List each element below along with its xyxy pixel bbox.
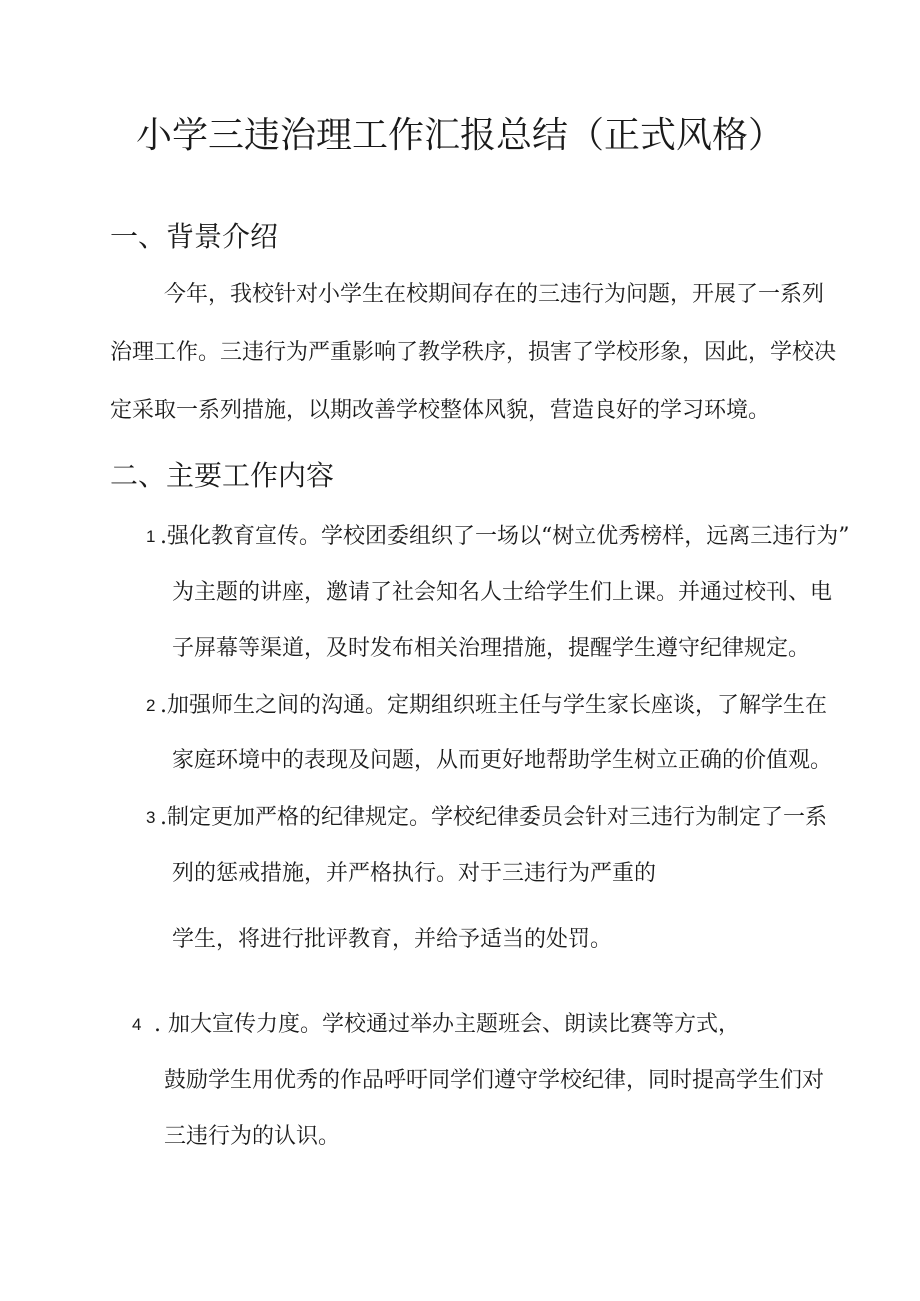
- list-item-line: 家庭环境中的表现及问题，从而更好地帮助学生树立正确的价值观。: [172, 748, 833, 773]
- paragraph-line: 治理工作。三违行为严重影响了教学秩序，损害了学校形象，因此，学校决: [110, 340, 837, 365]
- list-item-line: 列的惩戒措施，并严格执行。对于三违行为严重的: [172, 861, 657, 886]
- list-item-line: .加强师生之间的沟通。定期组织班主任与学生家长座谈，了解学生在: [160, 693, 827, 718]
- list-item-number: 3: [146, 808, 156, 827]
- list-item-line: 鼓励学生用优秀的作品呼吁同学们遵守学校纪律，同时提高学生们对: [164, 1068, 825, 1093]
- list-item-line: .制定更加严格的纪律规定。学校纪律委员会针对三违行为制定了一系: [160, 805, 827, 830]
- list-item-line: . 加大宣传力度。学校通过举办主题班会、朗读比赛等方式，: [154, 1012, 740, 1037]
- paragraph-line: 定采取一系列措施，以期改善学校整体风貌，营造良好的学习环境。: [110, 398, 771, 423]
- list-item-number: 2: [146, 696, 156, 715]
- list-item-line: 为主题的讲座，邀请了社会知名人士给学生们上课。并通过校刊、电: [172, 580, 833, 605]
- list-item-line: 三违行为的认识。: [164, 1124, 341, 1149]
- list-item-line: .强化教育宣传。学校团委组织了一场以“树立优秀榜样，远离三违行为”: [160, 524, 850, 549]
- list-item-number: 1: [146, 527, 156, 546]
- list-item-line: 学生，将进行批评教育，并给予适当的处罚。: [172, 927, 613, 952]
- document-title: 小学三违治理工作汇报总结（正式风格）: [135, 115, 784, 156]
- section-heading-background: 一、背景介绍: [110, 220, 279, 253]
- list-item-number: 4: [132, 1015, 142, 1034]
- paragraph-line: 今年，我校针对小学生在校期间存在的三违行为问题，开展了一系列: [164, 282, 825, 307]
- list-item-line: 子屏幕等渠道，及时发布相关治理措施，提醒学生遵守纪律规定。: [172, 636, 811, 661]
- section-heading-main-work: 二、主要工作内容: [110, 459, 335, 492]
